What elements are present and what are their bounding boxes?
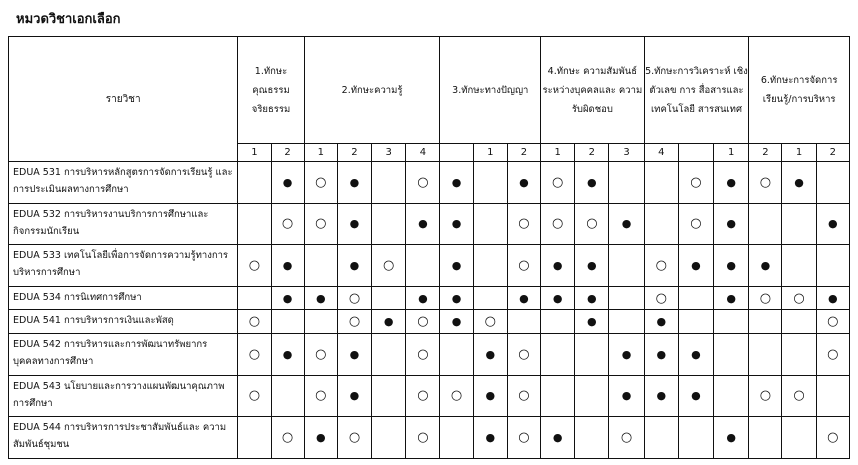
- mapping-cell: [609, 375, 644, 417]
- filled-circle-icon: [350, 347, 360, 362]
- mapping-cell: [304, 245, 337, 287]
- mapping-cell: [337, 162, 371, 204]
- mapping-cell: [440, 375, 473, 417]
- filled-circle-icon: [316, 430, 326, 445]
- filled-circle-icon: [726, 216, 736, 231]
- open-circle-icon: [518, 347, 529, 362]
- mapping-cell: [507, 333, 540, 375]
- table-row: [9, 310, 850, 334]
- mapping-cell: [644, 245, 678, 287]
- open-circle-icon: [518, 258, 529, 273]
- table-row: [9, 286, 850, 310]
- mapping-cell: [440, 417, 473, 459]
- mapping-cell: [372, 245, 406, 287]
- filled-circle-icon: [691, 258, 701, 273]
- mapping-cell: [678, 203, 713, 245]
- mapping-cell: [406, 310, 440, 334]
- mapping-cell: [271, 310, 304, 334]
- mapping-cell: [575, 286, 609, 310]
- open-circle-icon: [249, 258, 260, 273]
- mapping-cell: [609, 310, 644, 334]
- section-title: หมวดวิชาเอกเลือก: [16, 12, 121, 27]
- table-row: [9, 375, 850, 417]
- group-header-4: 4.ทักษะ ความสัมพันธ์ ระหว่างบุคคลและ ความรับผิดชอบ: [541, 37, 645, 144]
- mapping-cell: [644, 375, 678, 417]
- mapping-cell: [541, 286, 575, 310]
- mapping-cell: [440, 203, 473, 245]
- mapping-cell: [507, 375, 540, 417]
- mapping-cell: [782, 375, 816, 417]
- open-circle-icon: [315, 347, 326, 362]
- mapping-cell: [304, 162, 337, 204]
- mapping-cell: [609, 162, 644, 204]
- mapping-cell: [714, 203, 749, 245]
- open-circle-icon: [349, 314, 360, 329]
- mapping-cell: [440, 310, 473, 334]
- filled-circle-icon: [283, 258, 293, 273]
- mapping-cell: [507, 417, 540, 459]
- mapping-cell: [782, 333, 816, 375]
- mapping-cell: [473, 245, 507, 287]
- open-circle-icon: [827, 347, 838, 362]
- mapping-cell: [440, 162, 473, 204]
- column-number: 1: [304, 144, 337, 162]
- filled-circle-icon: [656, 314, 666, 329]
- mapping-cell: [644, 333, 678, 375]
- filled-circle-icon: [656, 388, 666, 403]
- filled-circle-icon: [452, 314, 462, 329]
- mapping-cell: [816, 417, 849, 459]
- table-row: [9, 203, 850, 245]
- filled-circle-icon: [350, 216, 360, 231]
- filled-circle-icon: [794, 175, 804, 190]
- mapping-cell: [406, 245, 440, 287]
- filled-circle-icon: [587, 291, 597, 306]
- open-circle-icon: [621, 430, 632, 445]
- mapping-cell: [782, 245, 816, 287]
- mapping-cell: [406, 203, 440, 245]
- mapping-cell: [440, 245, 473, 287]
- open-circle-icon: [249, 347, 260, 362]
- mapping-cell: [816, 162, 849, 204]
- filled-circle-icon: [485, 347, 495, 362]
- mapping-cell: [782, 417, 816, 459]
- mapping-cell: [782, 310, 816, 334]
- mapping-cell: [782, 162, 816, 204]
- open-circle-icon: [656, 258, 667, 273]
- mapping-cell: [473, 375, 507, 417]
- mapping-cell: [714, 162, 749, 204]
- mapping-cell: [271, 333, 304, 375]
- filled-circle-icon: [828, 216, 838, 231]
- filled-circle-icon: [418, 291, 428, 306]
- mapping-cell: [304, 333, 337, 375]
- mapping-cell: [473, 162, 507, 204]
- mapping-cell: [575, 310, 609, 334]
- column-number: 4: [406, 144, 440, 162]
- mapping-cell: [678, 310, 713, 334]
- mapping-cell: [271, 286, 304, 310]
- mapping-cell: [714, 310, 749, 334]
- mapping-cell: [473, 333, 507, 375]
- mapping-cell: [714, 333, 749, 375]
- open-circle-icon: [417, 347, 428, 362]
- filled-circle-icon: [587, 175, 597, 190]
- mapping-cell: [678, 286, 713, 310]
- curriculum-mapping-table: [8, 36, 850, 459]
- column-number: 3: [609, 144, 644, 162]
- mapping-cell: [575, 375, 609, 417]
- mapping-cell: [304, 417, 337, 459]
- filled-circle-icon: [553, 291, 563, 306]
- mapping-cell: [782, 203, 816, 245]
- column-number: 2: [816, 144, 849, 162]
- mapping-cell: [507, 162, 540, 204]
- mapping-cell: [372, 375, 406, 417]
- table-row: [9, 162, 850, 204]
- mapping-cell: [271, 203, 304, 245]
- filled-circle-icon: [828, 291, 838, 306]
- column-number: 1: [541, 144, 575, 162]
- mapping-cell: [473, 310, 507, 334]
- filled-circle-icon: [691, 388, 701, 403]
- mapping-cell: [678, 333, 713, 375]
- column-number: 2: [507, 144, 540, 162]
- filled-circle-icon: [622, 347, 632, 362]
- mapping-cell: [440, 333, 473, 375]
- open-circle-icon: [249, 314, 260, 329]
- column-number: [440, 144, 473, 162]
- group-header-3: 3.ทักษะทางปัญญา: [440, 37, 541, 144]
- mapping-cell: [337, 245, 371, 287]
- table-row: [9, 333, 850, 375]
- filled-circle-icon: [726, 258, 736, 273]
- column-number: 1: [714, 144, 749, 162]
- mapping-cell: [507, 245, 540, 287]
- filled-circle-icon: [726, 175, 736, 190]
- group-header-row: [9, 37, 850, 144]
- filled-circle-icon: [283, 291, 293, 306]
- mapping-cell: [749, 310, 782, 334]
- group-header-6: 6.ทักษะการจัดการ เรียนรู้/การบริหาร: [749, 37, 850, 144]
- open-circle-icon: [349, 430, 360, 445]
- filled-circle-icon: [519, 291, 529, 306]
- mapping-cell: [714, 375, 749, 417]
- open-circle-icon: [760, 388, 771, 403]
- open-circle-icon: [417, 388, 428, 403]
- open-circle-icon: [451, 388, 462, 403]
- mapping-cell: [304, 375, 337, 417]
- column-number: 1: [473, 144, 507, 162]
- group-header-2: 2.ทักษะความรู้: [304, 37, 440, 144]
- open-circle-icon: [383, 258, 394, 273]
- mapping-cell: [575, 417, 609, 459]
- filled-circle-icon: [553, 430, 563, 445]
- mapping-cell: [609, 203, 644, 245]
- open-circle-icon: [518, 388, 529, 403]
- mapping-cell: [238, 162, 271, 204]
- mapping-cell: [337, 417, 371, 459]
- mapping-cell: [678, 162, 713, 204]
- mapping-cell: [507, 286, 540, 310]
- filled-circle-icon: [691, 347, 701, 362]
- mapping-cell: [271, 162, 304, 204]
- column-number: 2: [337, 144, 371, 162]
- mapping-cell: [238, 310, 271, 334]
- mapping-cell: [749, 417, 782, 459]
- mapping-cell: [406, 162, 440, 204]
- mapping-cell: [440, 286, 473, 310]
- mapping-cell: [337, 310, 371, 334]
- mapping-cell: [372, 417, 406, 459]
- mapping-cell: [337, 286, 371, 310]
- mapping-cell: [749, 286, 782, 310]
- filled-circle-icon: [452, 216, 462, 231]
- subject-name: EDUA 531 การบริหารหลักสูตรการจัดการเรียนรู้ และการประเมินผลทางการศึกษา: [9, 162, 238, 204]
- open-circle-icon: [552, 175, 563, 190]
- mapping-cell: [749, 203, 782, 245]
- mapping-cell: [337, 375, 371, 417]
- column-number: 1: [782, 144, 816, 162]
- mapping-cell: [304, 286, 337, 310]
- open-circle-icon: [518, 430, 529, 445]
- mapping-cell: [678, 245, 713, 287]
- filled-circle-icon: [384, 314, 394, 329]
- mapping-cell: [238, 286, 271, 310]
- subject-column-header: รายวิชา: [9, 37, 238, 162]
- filled-circle-icon: [283, 175, 293, 190]
- mapping-cell: [609, 286, 644, 310]
- mapping-cell: [304, 310, 337, 334]
- open-circle-icon: [760, 175, 771, 190]
- filled-circle-icon: [726, 430, 736, 445]
- mapping-cell: [575, 245, 609, 287]
- mapping-cell: [372, 162, 406, 204]
- mapping-cell: [372, 203, 406, 245]
- mapping-cell: [749, 245, 782, 287]
- mapping-cell: [541, 245, 575, 287]
- group-header-1: 1.ทักษะ คุณธรรม จริยธรรม: [238, 37, 304, 144]
- mapping-cell: [644, 310, 678, 334]
- mapping-cell: [816, 245, 849, 287]
- subject-name: EDUA 532 การบริหารงานบริการการศึกษาและ กิจกรรมนักเรียน: [9, 203, 238, 245]
- mapping-cell: [816, 203, 849, 245]
- filled-circle-icon: [485, 430, 495, 445]
- mapping-cell: [406, 417, 440, 459]
- mapping-cell: [609, 333, 644, 375]
- mapping-cell: [644, 286, 678, 310]
- mapping-cell: [238, 245, 271, 287]
- mapping-cell: [507, 203, 540, 245]
- mapping-cell: [816, 333, 849, 375]
- column-number: 2: [271, 144, 304, 162]
- mapping-cell: [337, 333, 371, 375]
- mapping-cell: [609, 417, 644, 459]
- mapping-cell: [749, 333, 782, 375]
- open-circle-icon: [417, 175, 428, 190]
- mapping-cell: [749, 162, 782, 204]
- mapping-cell: [304, 203, 337, 245]
- mapping-cell: [372, 333, 406, 375]
- mapping-cell: [406, 333, 440, 375]
- open-circle-icon: [417, 314, 428, 329]
- column-number: 1: [238, 144, 271, 162]
- mapping-cell: [782, 286, 816, 310]
- open-circle-icon: [827, 314, 838, 329]
- filled-circle-icon: [485, 388, 495, 403]
- mapping-cell: [644, 417, 678, 459]
- mapping-cell: [372, 310, 406, 334]
- subject-name: EDUA 543 นโยบายและการวางแผนพัฒนาคุณภาพ การศึกษา: [9, 375, 238, 417]
- mapping-cell: [271, 375, 304, 417]
- mapping-cell: [749, 375, 782, 417]
- mapping-cell: [816, 286, 849, 310]
- mapping-cell: [714, 286, 749, 310]
- mapping-cell: [816, 310, 849, 334]
- column-number: [678, 144, 713, 162]
- mapping-cell: [541, 310, 575, 334]
- mapping-cell: [714, 417, 749, 459]
- mapping-cell: [816, 375, 849, 417]
- filled-circle-icon: [622, 388, 632, 403]
- table-row: [9, 245, 850, 287]
- mapping-cell: [473, 203, 507, 245]
- mapping-cell: [473, 417, 507, 459]
- mapping-cell: [238, 417, 271, 459]
- mapping-cell: [541, 162, 575, 204]
- column-number: 4: [644, 144, 678, 162]
- mapping-cell: [507, 310, 540, 334]
- filled-circle-icon: [283, 347, 293, 362]
- mapping-cell: [473, 286, 507, 310]
- filled-circle-icon: [726, 291, 736, 306]
- filled-circle-icon: [761, 258, 771, 273]
- mapping-cell: [541, 417, 575, 459]
- filled-circle-icon: [519, 175, 529, 190]
- mapping-cell: [714, 245, 749, 287]
- filled-circle-icon: [656, 347, 666, 362]
- open-circle-icon: [315, 175, 326, 190]
- filled-circle-icon: [452, 291, 462, 306]
- mapping-cell: [372, 286, 406, 310]
- mapping-cell: [644, 203, 678, 245]
- subject-name: EDUA 534 การนิเทศการศึกษา: [9, 286, 238, 310]
- mapping-cell: [406, 375, 440, 417]
- subject-name: EDUA 541 การบริหารการเงินและพัสดุ: [9, 310, 238, 334]
- mapping-cell: [238, 375, 271, 417]
- mapping-cell: [238, 333, 271, 375]
- open-circle-icon: [690, 175, 701, 190]
- open-circle-icon: [249, 388, 260, 403]
- table-row: [9, 417, 850, 459]
- open-circle-icon: [586, 216, 597, 231]
- filled-circle-icon: [587, 258, 597, 273]
- filled-circle-icon: [350, 258, 360, 273]
- mapping-cell: [238, 203, 271, 245]
- open-circle-icon: [282, 430, 293, 445]
- mapping-cell: [337, 203, 371, 245]
- column-number: 3: [372, 144, 406, 162]
- mapping-cell: [575, 203, 609, 245]
- subject-name: EDUA 544 การบริหารการประชาสัมพันธ์และ ความสัมพันธ์ชุมชน: [9, 417, 238, 459]
- open-circle-icon: [690, 216, 701, 231]
- group-header-5: 5.ทักษะการวิเคราะห์ เชิงตัวเลข การ สื่อสารและ เทคโนโลยี สารสนเทศ: [644, 37, 749, 144]
- filled-circle-icon: [553, 258, 563, 273]
- open-circle-icon: [315, 216, 326, 231]
- open-circle-icon: [349, 291, 360, 306]
- mapping-cell: [644, 162, 678, 204]
- mapping-cell: [609, 245, 644, 287]
- filled-circle-icon: [587, 314, 597, 329]
- filled-circle-icon: [452, 175, 462, 190]
- mapping-cell: [541, 203, 575, 245]
- filled-circle-icon: [350, 388, 360, 403]
- open-circle-icon: [518, 216, 529, 231]
- open-circle-icon: [656, 291, 667, 306]
- filled-circle-icon: [418, 216, 428, 231]
- open-circle-icon: [827, 430, 838, 445]
- subject-name: EDUA 533 เทคโนโลยีเพื่อการจัดการความรู้ทางการ บริหารการศึกษา: [9, 245, 238, 287]
- column-number: 2: [749, 144, 782, 162]
- mapping-cell: [575, 162, 609, 204]
- open-circle-icon: [315, 388, 326, 403]
- open-circle-icon: [760, 291, 771, 306]
- open-circle-icon: [793, 291, 804, 306]
- mapping-cell: [678, 417, 713, 459]
- open-circle-icon: [485, 314, 496, 329]
- filled-circle-icon: [316, 291, 326, 306]
- mapping-cell: [406, 286, 440, 310]
- mapping-cell: [271, 417, 304, 459]
- filled-circle-icon: [350, 175, 360, 190]
- mapping-cell: [541, 375, 575, 417]
- open-circle-icon: [552, 216, 563, 231]
- mapping-cell: [575, 333, 609, 375]
- open-circle-icon: [282, 216, 293, 231]
- open-circle-icon: [793, 388, 804, 403]
- mapping-cell: [678, 375, 713, 417]
- mapping-cell: [271, 245, 304, 287]
- subject-name: EDUA 542 การบริหารและการพัฒนาทรัพยากร บุคคลทางการศึกษา: [9, 333, 238, 375]
- filled-circle-icon: [452, 258, 462, 273]
- column-number: 2: [575, 144, 609, 162]
- open-circle-icon: [417, 430, 428, 445]
- mapping-cell: [541, 333, 575, 375]
- filled-circle-icon: [622, 216, 632, 231]
